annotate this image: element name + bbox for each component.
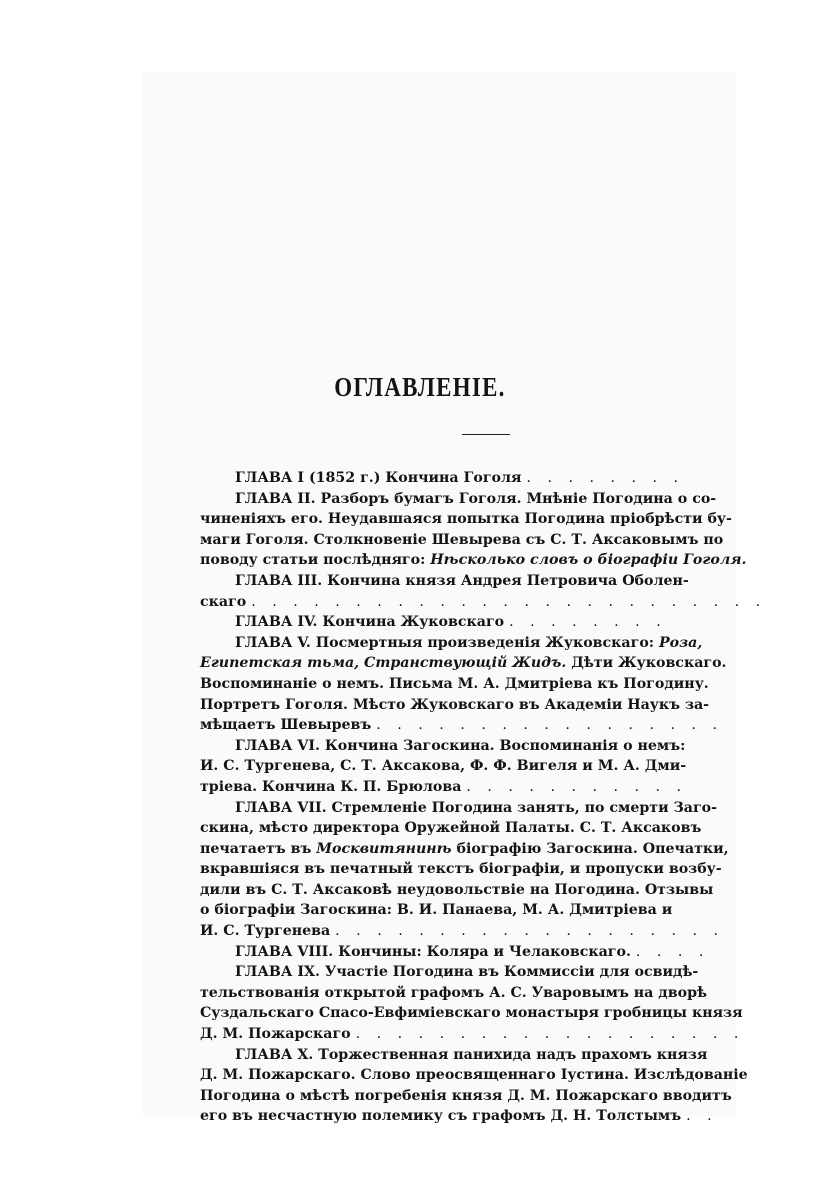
toc-text: ГЛАВА III. Кончина князя Андрея Петровича Оболен- (235, 572, 689, 589)
toc-entry (200, 612, 676, 633)
toc-text: ГЛАВА VII. Стремленіе Погодина занять, по смерти Заго- (235, 799, 718, 816)
toc-text: ГЛАВА II. Разборъ бумагъ Гоголя. Мнѣніе Погодина о со- (235, 490, 717, 507)
toc-entry (200, 798, 729, 942)
toc-text: скаго (200, 593, 247, 610)
toc-line (200, 818, 702, 839)
toc-line (200, 715, 724, 736)
toc-text: Суздальскаго Спасо-Евфиміевскаго монастыря гробницы князя (200, 1005, 743, 1022)
toc-italic-title: Египетская тьма, Странствующій Жидъ. (200, 655, 567, 672)
toc-line (200, 983, 707, 1004)
toc-text: ГЛАВА I (1852 г.) Кончина Гоголя (235, 470, 522, 486)
toc-line (200, 1065, 748, 1086)
toc-text: мѣщаетъ Шевыревъ (200, 717, 372, 734)
toc-line (200, 674, 709, 695)
toc-line (200, 839, 729, 860)
toc-line (200, 798, 718, 819)
toc-line (200, 900, 676, 921)
toc-line (200, 633, 703, 654)
toc-text: ГЛАВА VI. Кончина Загоскина. Воспоминанія о немъ: (235, 737, 686, 754)
toc-text: поводу статьи послѣдняго: (200, 552, 431, 569)
toc-text: Дѣти Жуковскаго. (566, 655, 727, 672)
toc-text: о біографіи Загоскина: В. И. Панаева, М. А. Дмитріева и (200, 902, 673, 919)
toc-line (200, 468, 685, 489)
toc-line (200, 612, 676, 633)
toc-leader-dots: . . . . . . . . (509, 614, 667, 631)
page-title: ОГЛАВЛЕНІЕ. (334, 372, 506, 402)
toc-line (200, 653, 727, 674)
toc-line (200, 550, 747, 571)
toc-line (200, 489, 717, 510)
toc-line (200, 736, 686, 757)
toc-line (200, 921, 725, 942)
table-of-contents (200, 468, 767, 1127)
toc-text: Д. М. Пожарскаго. Слово преосвященнаго Іустина. Изслѣдованіе (200, 1067, 748, 1084)
toc-leader-dots: . . (686, 1108, 718, 1125)
toc-italic-title: Москвитянинѣ (316, 840, 452, 857)
toc-text: Портретъ Гоголя. Мѣсто Жуковскаго въ Академіи Наукъ за- (200, 696, 710, 713)
toc-entry (200, 1045, 748, 1127)
toc-leader-dots: . . . . . . . . (526, 470, 685, 486)
toc-line (200, 880, 714, 901)
toc-line (200, 571, 689, 592)
toc-line (200, 859, 722, 880)
toc-line (200, 756, 687, 777)
toc-line (200, 695, 710, 716)
toc-text: тельствованія открытой графомъ А. С. Уваровымъ на дворѣ (200, 984, 707, 1001)
toc-leader-dots: . . . . . . . . . . . . . . . . . . . . . . . . . (251, 593, 767, 610)
toc-entry (200, 571, 767, 612)
toc-leader-dots: . . . . . . . . . . . . . . . . . . . (335, 923, 725, 940)
toc-line (200, 1003, 743, 1024)
toc-text: его въ несчастную полемику съ графомъ Д. Н. Толстымъ (200, 1108, 682, 1125)
toc-leader-dots: . . . . (635, 943, 710, 960)
toc-line (200, 777, 688, 798)
toc-text: ГЛАВА VIII. Кончины: Коляра и Челаковскаго. (235, 943, 631, 960)
toc-leader-dots: . . . . . . . . . . . . . . . . . . . (355, 1026, 745, 1043)
toc-entry (200, 489, 747, 571)
toc-text: скина, мѣсто директора Оружейной Палаты. С. Т. Аксаковъ (200, 820, 702, 837)
toc-leader-dots: . . . . . . . . . . . . . . . . . (376, 717, 724, 734)
toc-text: Погодина о мѣстѣ погребенія князя Д. М. Пожарскаго вводитъ (200, 1087, 732, 1104)
toc-line (200, 962, 699, 983)
toc-text: тріева. Кончина К. П. Брюлова (200, 778, 462, 795)
toc-text: біографію Загоскина. Опечатки, (451, 840, 729, 857)
toc-italic-title: Роза, (658, 634, 703, 651)
toc-entry (200, 942, 710, 963)
toc-text: ГЛАВА X. Торжественная панихида надъ прахомъ князя (235, 1046, 708, 1063)
toc-text: Воспоминаніе о немъ. Письма М. А. Дмитріева къ Погодину. (200, 675, 709, 692)
toc-entry (200, 468, 685, 489)
toc-line (200, 592, 767, 613)
toc-entry (200, 633, 727, 736)
toc-text: маги Гоголя. Столкновеніе Шевырева съ С. Т. Аксаковымъ по (200, 531, 724, 548)
toc-text: печатаетъ въ (200, 840, 317, 857)
toc-line (200, 942, 710, 963)
toc-text: дили въ С. Т. Аксаковѣ неудовольствіе на Погодина. Отзывы (200, 881, 714, 898)
toc-text: Д. М. Пожарскаго (200, 1026, 351, 1043)
toc-line (200, 530, 724, 551)
toc-text: ГЛАВА V. Посмертныя произведенія Жуковскаго: (235, 634, 659, 651)
toc-line (200, 1086, 732, 1107)
toc-line (200, 1024, 745, 1045)
toc-leader-dots: . . . . . . . . . . . (466, 778, 688, 795)
toc-line (200, 1045, 708, 1066)
toc-line (200, 509, 732, 530)
toc-text: ГЛАВА IV. Кончина Жуковскаго (235, 614, 505, 631)
toc-line (200, 1106, 718, 1127)
toc-text: И. С. Тургенева, С. Т. Аксакова, Ф. Ф. Вигеля и М. А. Дми- (200, 758, 687, 775)
toc-italic-title: Нѣсколько словъ о біографіи Гоголя. (430, 552, 747, 569)
toc-text: И. С. Тургенева (200, 923, 331, 940)
toc-text: ГЛАВА IX. Участіе Погодина въ Коммиссіи для освидѣ- (235, 964, 699, 981)
toc-text: чиненіяхъ его. Неудавшаяся попытка Погодина пріобрѣсти бу- (200, 511, 732, 528)
toc-text: вкравшіяся въ печатный текстъ біографіи, и пропуски возбу- (200, 861, 722, 878)
toc-entry (200, 736, 688, 798)
title-divider (462, 434, 510, 435)
toc-entry (200, 962, 745, 1044)
